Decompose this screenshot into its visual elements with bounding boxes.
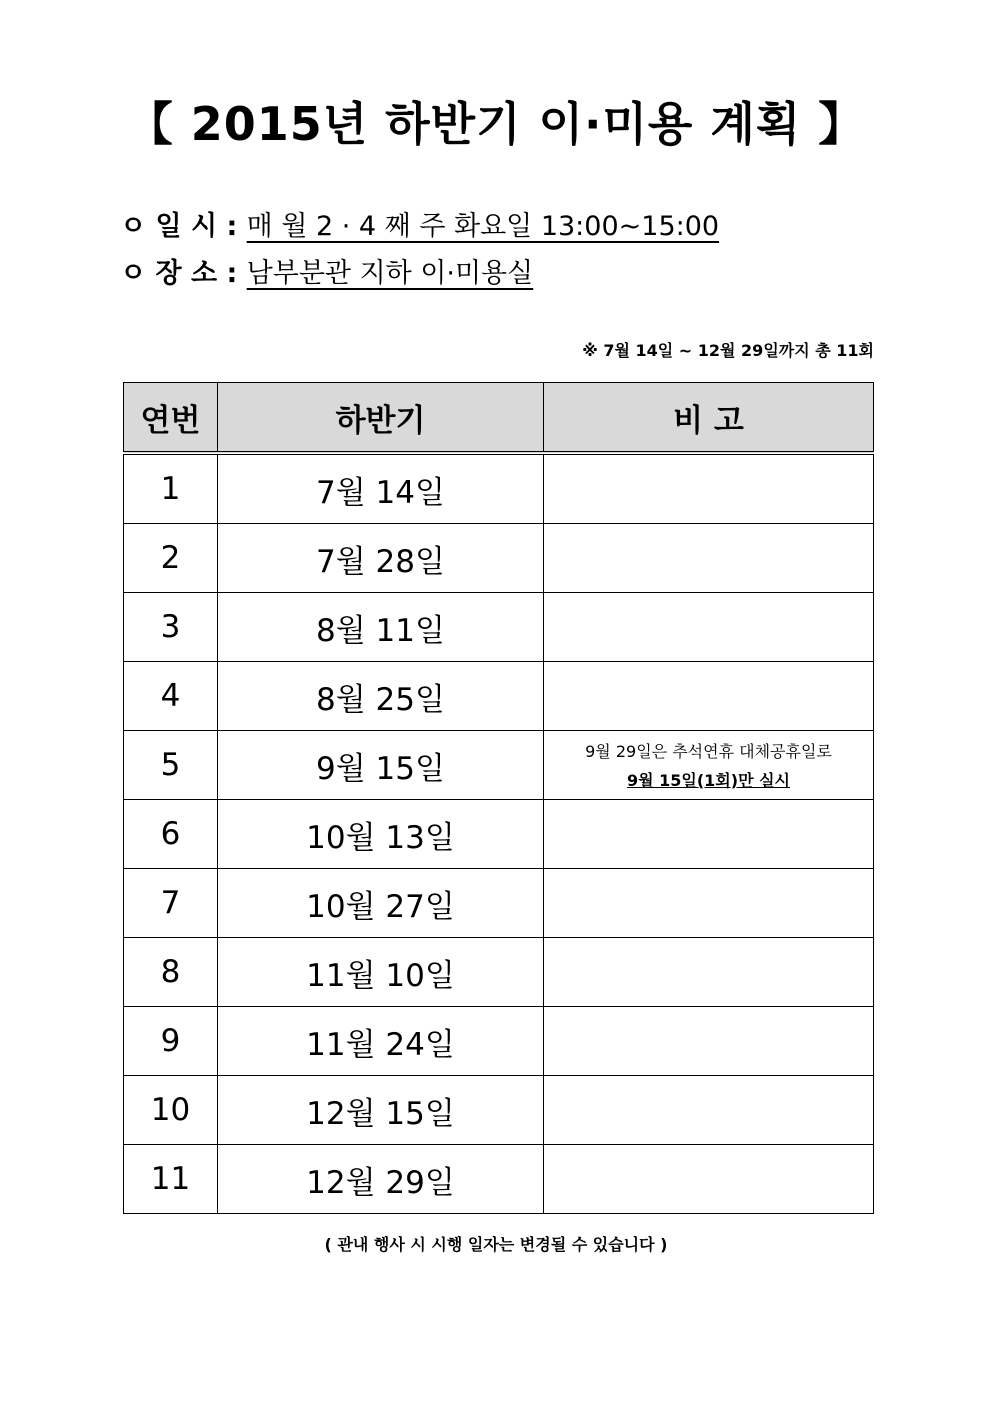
- row-remark: [544, 593, 874, 662]
- row-number: 3: [124, 593, 218, 662]
- info-location-label: ㅇ 장 소 :: [120, 258, 247, 289]
- remark-line-1: 9월 29일은 추석연휴 대체공휴일로: [585, 742, 832, 761]
- row-number: 5: [124, 731, 218, 800]
- schedule-note: ※ 7월 14일 ~ 12월 29일까지 총 11회: [582, 341, 874, 360]
- row-date: 8월 25일: [218, 662, 544, 731]
- table-row: [124, 453, 874, 524]
- table-header-row: [124, 383, 874, 454]
- row-remark: [544, 1007, 874, 1076]
- row-number: 11: [124, 1145, 218, 1214]
- table-row: [124, 662, 874, 731]
- header-number: 연번: [124, 383, 218, 454]
- row-remark: [544, 524, 874, 593]
- remark-line-2: 9월 15일(1회)만 실시: [626, 771, 791, 790]
- row-date: 12월 15일: [218, 1076, 544, 1145]
- row-number: 2: [124, 524, 218, 593]
- table-row: [124, 731, 874, 800]
- info-datetime-label: ㅇ 일 시 :: [120, 211, 247, 242]
- row-number: 4: [124, 662, 218, 731]
- row-number: 10: [124, 1076, 218, 1145]
- header-remarks: 비 고: [544, 383, 874, 454]
- row-date: 12월 29일: [218, 1145, 544, 1214]
- row-date: 10월 13일: [218, 800, 544, 869]
- table-row: [124, 593, 874, 662]
- row-number: 1: [124, 453, 218, 524]
- row-remark: [544, 662, 874, 731]
- page-title: 【 2015년 하반기 이·미용 계획 】: [126, 97, 866, 151]
- row-remark: [544, 869, 874, 938]
- row-date: 7월 14일: [218, 453, 544, 524]
- row-number: 7: [124, 869, 218, 938]
- table-row: [124, 524, 874, 593]
- footer-note: ( 관내 행사 시 시행 일자는 변경될 수 있습니다 ): [324, 1235, 668, 1254]
- row-number: 9: [124, 1007, 218, 1076]
- row-remark: [544, 1076, 874, 1145]
- table-row: [124, 869, 874, 938]
- table-row: [124, 800, 874, 869]
- info-datetime: [120, 204, 719, 243]
- row-remark: [544, 453, 874, 524]
- table-row: [124, 938, 874, 1007]
- row-date: 8월 11일: [218, 593, 544, 662]
- row-remark: [544, 731, 874, 800]
- row-date: 9월 15일: [218, 731, 544, 800]
- table-row: [124, 1145, 874, 1214]
- schedule-table: [123, 382, 874, 1214]
- row-number: 6: [124, 800, 218, 869]
- row-remark: [544, 938, 874, 1007]
- row-date: 11월 24일: [218, 1007, 544, 1076]
- row-number: 8: [124, 938, 218, 1007]
- row-date: 10월 27일: [218, 869, 544, 938]
- header-date: 하반기: [218, 383, 544, 454]
- row-date: 7월 28일: [218, 524, 544, 593]
- table-row: [124, 1007, 874, 1076]
- row-remark: [544, 1145, 874, 1214]
- info-location-value: 남부분관 지하 이·미용실: [246, 258, 534, 289]
- info-location: [120, 251, 533, 290]
- row-date: 11월 10일: [218, 938, 544, 1007]
- table-row: [124, 1076, 874, 1145]
- info-datetime-value: 매 월 2 · 4 째 주 화요일 13:00~15:00: [246, 211, 720, 242]
- row-remark: [544, 800, 874, 869]
